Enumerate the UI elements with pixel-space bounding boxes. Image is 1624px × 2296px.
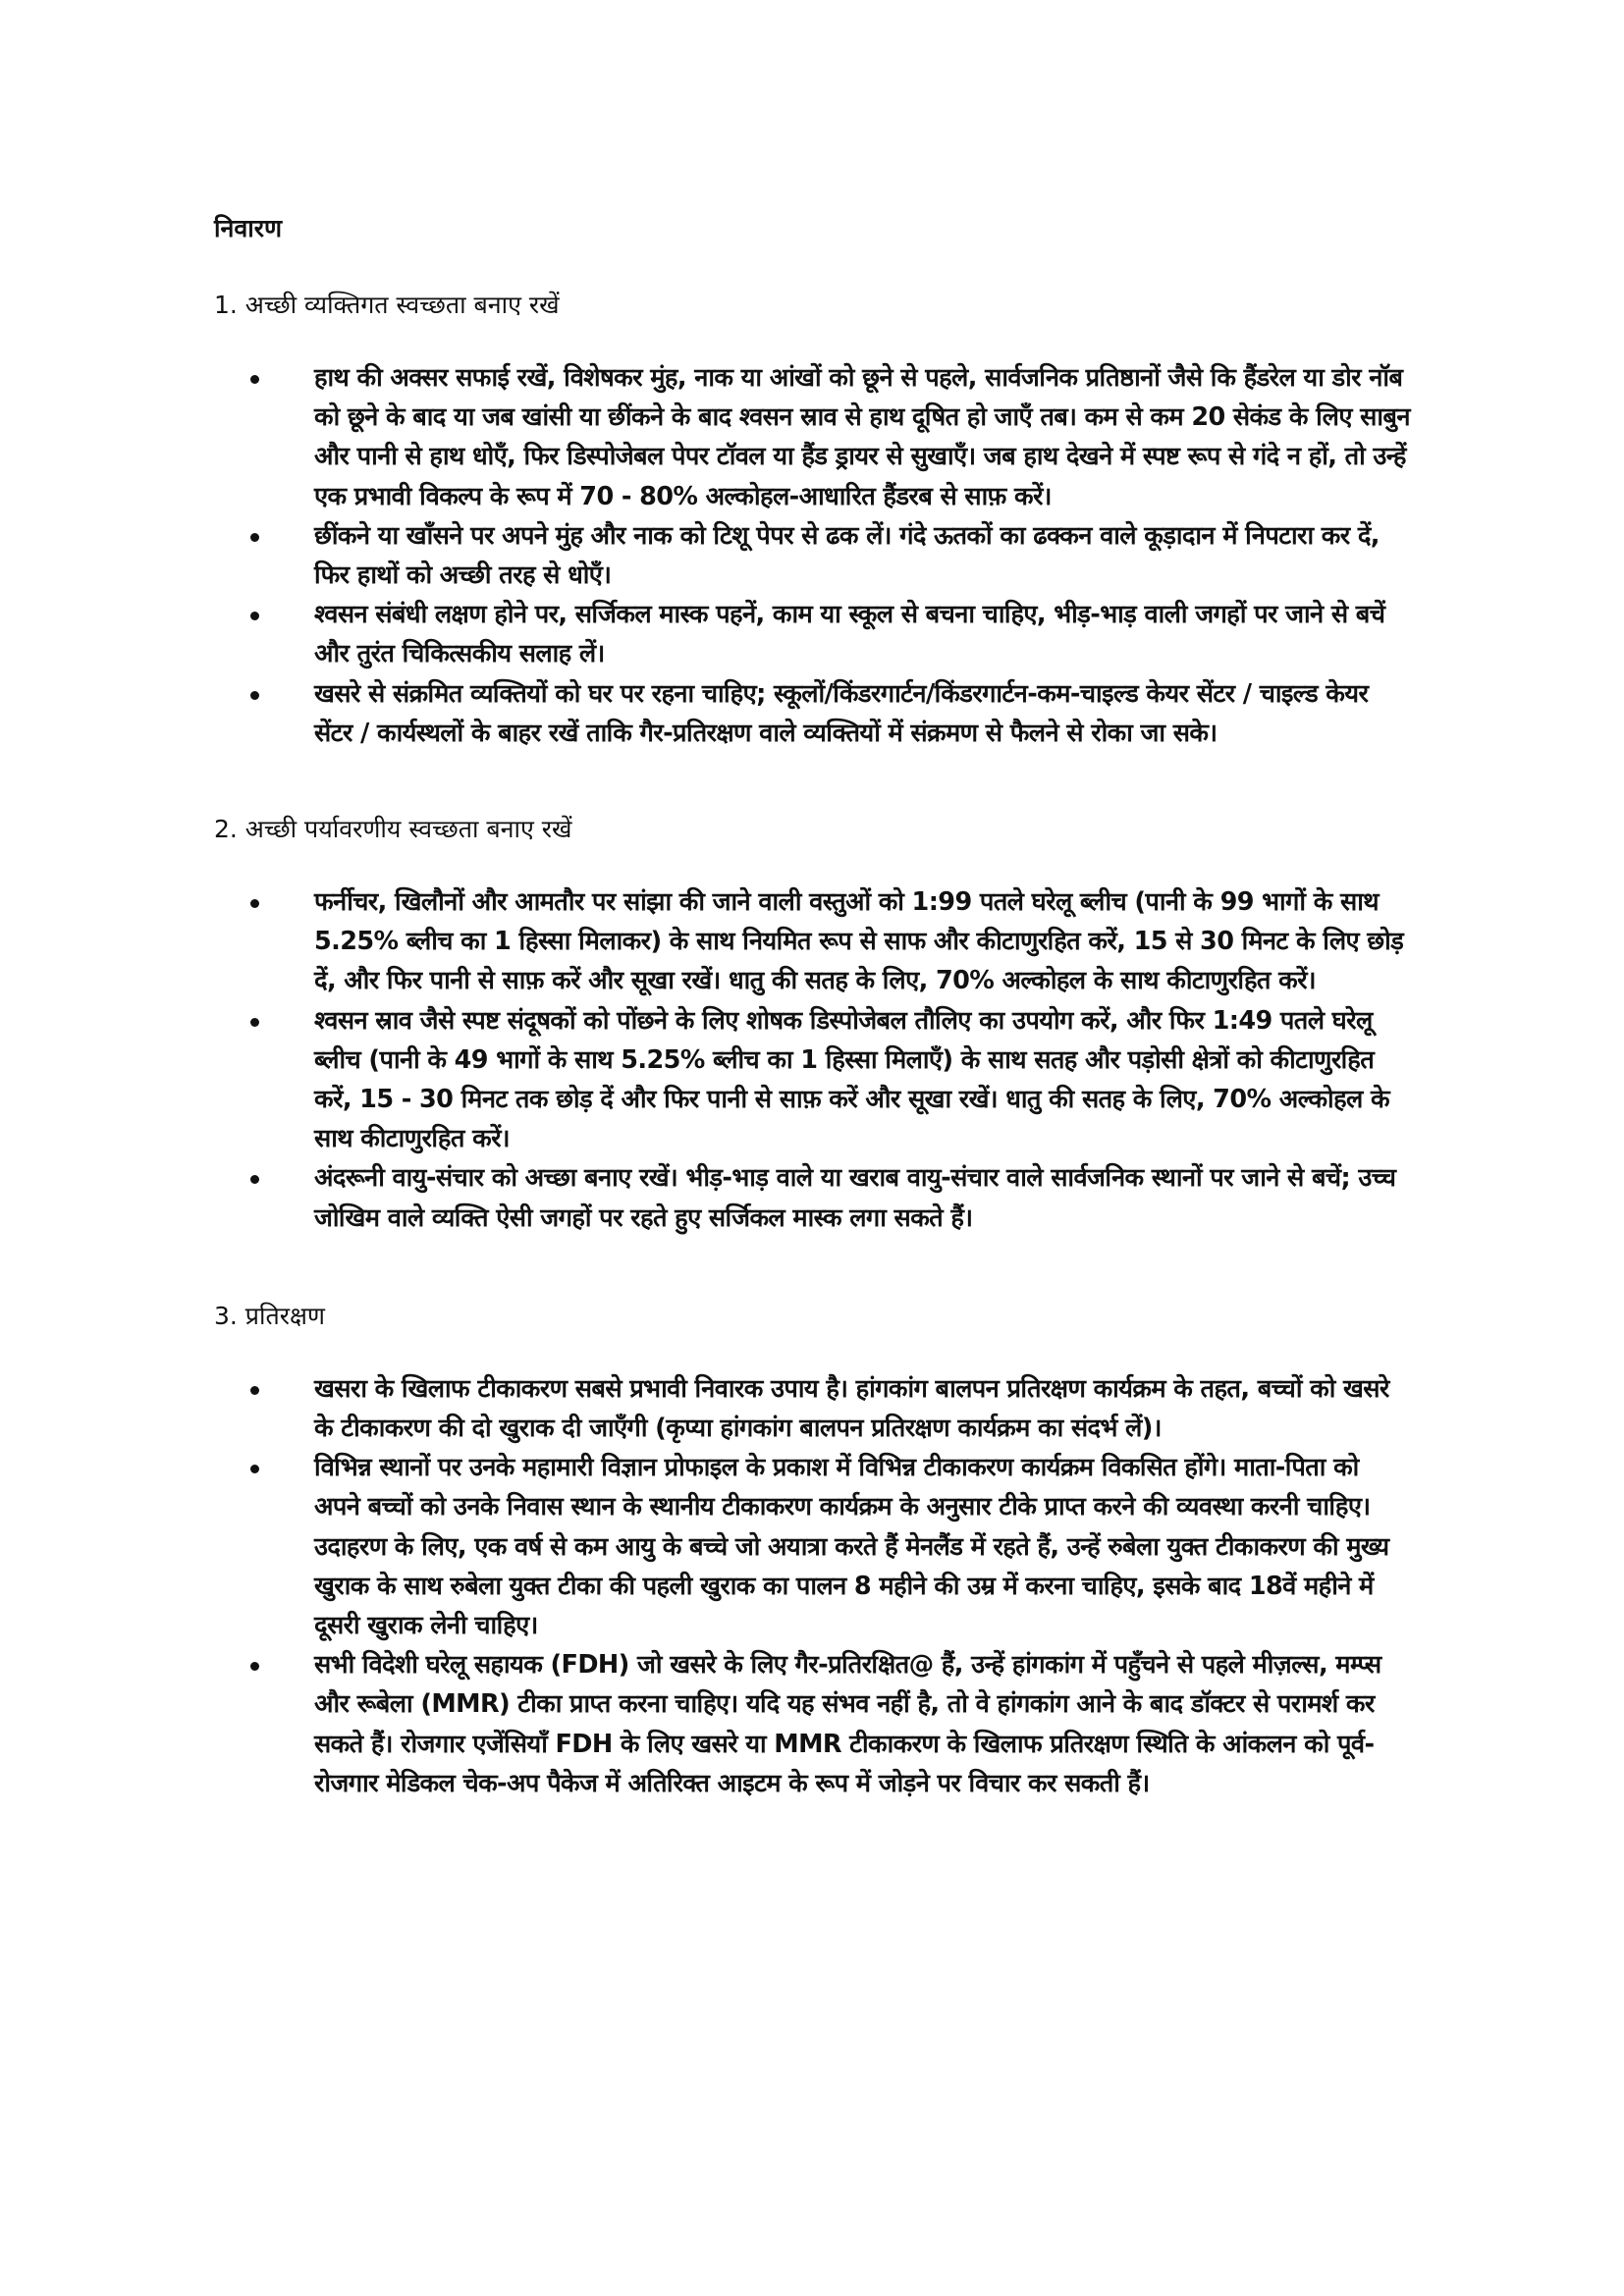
- bullet-icon: [250, 1465, 259, 1473]
- bullet-icon: [250, 612, 259, 620]
- list-item-text: सभी विदेशी घरेलू सहायक (FDH) जो खसरे के लिए गैर-प्रतिरक्षित@ हैं, उन्हें हांगकांग में पहुँचने से पहले मीज़ल्स, मम्प्स और रूबेला (MMR) टीका प्राप्त करना चाहिए। यदि यह संभव नहीं है, तो वे हांगकांग आने के बाद डॉक्टर से परामर्श कर सकते हैं। रोजगार एजेंसियाँ FDH के लिए खसरे या MMR टीकाकरण के खिलाफ प्रतिरक्षण स्थिति के आंकलन को पूर्व-रोजगार मेडिकल चेक-अप पैकेज में अतिरिक्त आइटम के रूप में जोड़ने पर विचार कर सकती हैं।: [314, 1650, 1381, 1798]
- bullet-list: [214, 358, 1412, 753]
- list-item: [314, 674, 1412, 753]
- bullet-icon: [250, 1662, 259, 1671]
- list-item-text: श्वसन संबंधी लक्षण होने पर, सर्जिकल मास्क पहनें, काम या स्कूल से बचना चाहिए, भीड़-भाड़ वाली जगहों पर जाने से बचें और तुरंत चिकित्सकीय सलाह लें।: [314, 600, 1385, 669]
- bullet-icon: [250, 1175, 259, 1184]
- bullet-list: [214, 882, 1412, 1238]
- list-item: [314, 1001, 1412, 1159]
- list-item-text: खसरा के खिलाफ टीकाकरण सबसे प्रभावी निवारक उपाय है। हांगकांग बालपन प्रतिरक्षण कार्यक्रम के तहत, बच्चों को खसरे के टीकाकरण की दो खुराक दी जाएँगी (कृप्या हांगकांग बालपन प्रतिरक्षण कार्यक्रम का संदर्भ लें)।: [314, 1373, 1389, 1444]
- list-item: [314, 1369, 1412, 1448]
- bullet-icon: [250, 691, 259, 700]
- bullet-list: [214, 1369, 1412, 1803]
- list-item-text: खसरे से संक्रमित व्यक्तियों को घर पर रहना चाहिए; स्कूलों/किंडरगार्टन/किंडरगार्टन-कम-चाइल्ड केयर सेंटर / चाइल्ड केयर सेंटर / कार्यस्थलों के बाहर रखें ताकि गैर-प्रतिरक्षण वाले व्यक्तियों में संक्रमण से फैलने से रोका जा सके।: [314, 678, 1369, 748]
- document-page: [214, 211, 1412, 1860]
- bullet-icon: [250, 375, 259, 384]
- list-item-text: छींकने या खाँसने पर अपने मुंह और नाक को टिशू पेपर से ढक लें। गंदे ऊतकों का ढक्कन वाले कूड़ादान में निपटारा कर दें, फिर हाथों को अच्छी तरह से धोएँ।: [314, 520, 1380, 591]
- section-heading: 2. अच्छी पर्यावरणीय स्वच्छता बनाए रखें: [214, 815, 572, 844]
- list-item: [314, 1158, 1412, 1237]
- section-immunisation: [214, 1299, 1412, 1803]
- list-item: [314, 1448, 1412, 1645]
- list-item-text: अंदरूनी वायु-संचार को अच्छा बनाए रखें। भीड़-भाड़ वाले या खराब वायु-संचार वाले सार्वजनिक स्थानों पर जाने से बचें; उच्च जोखिम वाले व्यक्ति ऐसी जगहों पर रहते हुए सर्जिकल मास्क लगा सकते हैं।: [314, 1163, 1396, 1233]
- list-item-text: विभिन्न स्थानों पर उनके महामारी विज्ञान प्रोफाइल के प्रकाश में विभिन्न टीकाकरण कार्यक्रम विकसित होंगे। माता-पिता को अपने बच्चों को उनके निवास स्थान के स्थानीय टीकाकरण कार्यक्रम के अनुसार टीके प्राप्त करने की व्यवस्था करनी चाहिए। उदाहरण के लिए, एक वर्ष से कम आयु के बच्चे जो अयात्रा करते हैं मेनलैंड में रहते हैं, उन्हें रुबेला युक्त टीकाकरण की मुख्य खुराक के साथ रुबेला युक्त टीका की पहली खुराक का पालन 8 महीने की उम्र में करना चाहिए, इसके बाद 18वें महीने में दूसरी खुराक लेनी चाहिए।: [314, 1453, 1389, 1641]
- section-heading: 1. अच्छी व्यक्तिगत स्वच्छता बनाए रखें: [214, 291, 560, 319]
- bullet-icon: [250, 899, 259, 908]
- list-item: [314, 358, 1412, 516]
- bullet-icon: [250, 533, 259, 542]
- list-item: [314, 1645, 1412, 1803]
- section-personal-hygiene: [214, 288, 1412, 753]
- bullet-icon: [250, 1386, 259, 1395]
- list-item: [314, 882, 1412, 1001]
- list-item-text: हाथ की अक्सर सफाई रखें, विशेषकर मुंह, नाक या आंखों को छूने से पहले, सार्वजनिक प्रतिष्ठानों जैसे कि हैंडरेल या डोर नॉब को छूने के बाद या जब खांसी या छींकने के बाद श्वसन स्राव से हाथ दूषित हो जाएँ तब। कम से कम 20 सेकंड के लिए साबुन और पानी से हाथ धोएँ, फिर डिस्पोजेबल पेपर टॉवल या हैंड ड्रायर से सुखाएँ। जब हाथ देखने में स्पष्ट रूप से गंदे न हों, तो उन्हें एक प्रभावी विकल्प के रूप में 70 - 80% अल्कोहल-आधारित हैंडरब से साफ़ करें।: [314, 363, 1410, 511]
- document-title: निवारण: [214, 214, 283, 242]
- list-item-text: फर्नीचर, खिलौनों और आमतौर पर सांझा की जाने वाली वस्तुओं को 1:99 पतले घरेलू ब्लीच (पानी के 99 भागों के साथ 5.25% ब्लीच का 1 हिस्सा मिलाकर) के साथ नियमित रूप से साफ और कीटाणुरहित करें, 15 से 30 मिनट के लिए छोड़ दें, और फिर पानी से साफ़ करें और सूखा रखें। धातु की सतह के लिए, 70% अल्कोहल के साथ कीटाणुरहित करें।: [314, 887, 1404, 996]
- list-item: [314, 516, 1412, 595]
- list-item: [314, 595, 1412, 673]
- section-environmental-hygiene: [214, 812, 1412, 1238]
- section-heading: 3. प्रतिरक्षण: [214, 1301, 325, 1330]
- bullet-icon: [250, 1018, 259, 1027]
- list-item-text: श्वसन स्राव जैसे स्पष्ट संदूषकों को पोंछने के लिए शोषक डिस्पोजेबल तौलिए का उपयोग करें, और फिर 1:49 पतले घरेलू ब्लीच (पानी के 49 भागों के साथ 5.25% ब्लीच का 1 हिस्सा मिलाएँ) के साथ सतह और पड़ोसी क्षेत्रों को कीटाणुरहित करें, 15 - 30 मिनट तक छोड़ दें और फिर पानी से साफ़ करें और सूखा रखें। धातु की सतह के लिए, 70% अल्कोहल के साथ कीटाणुरहित करें।: [314, 1005, 1389, 1154]
